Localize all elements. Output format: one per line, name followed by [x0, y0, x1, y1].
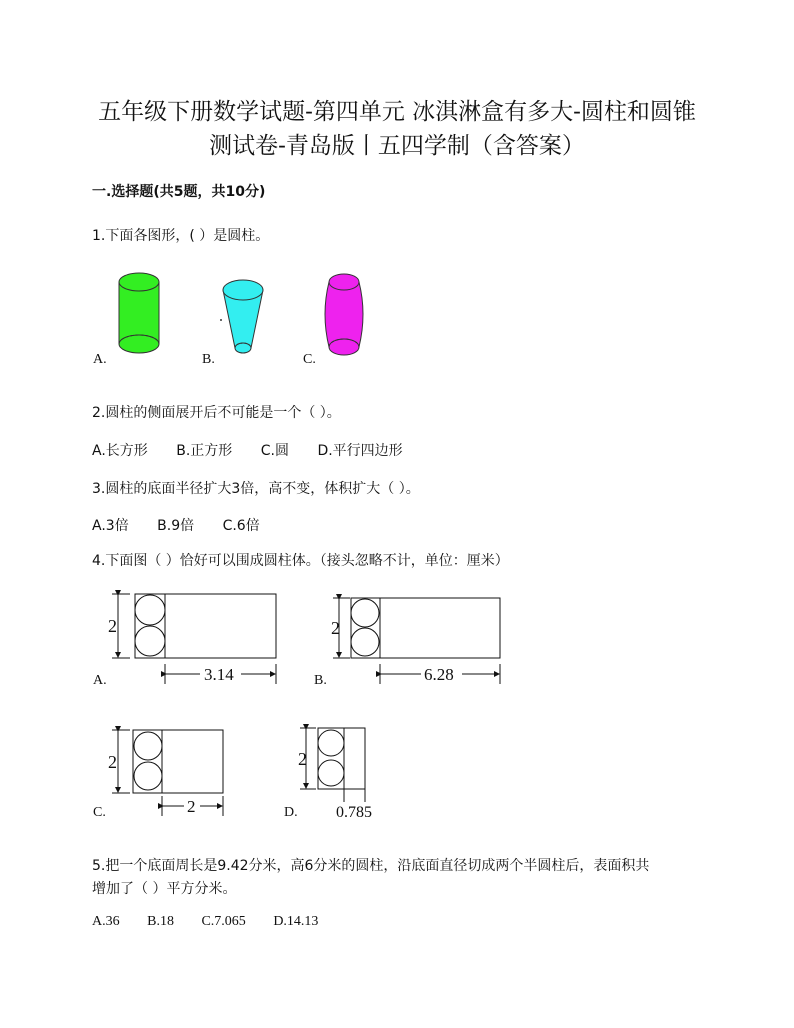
fig-a-width-label: 3.14: [204, 665, 234, 684]
q5-option-b: B.18: [147, 914, 174, 929]
q5-option-d: D.14.13: [273, 914, 319, 929]
q3-option-c: C.6倍: [222, 518, 260, 534]
net-figure-d: [298, 722, 388, 822]
page-title-line2: 测试卷-青岛版丨五四学制（含答案）: [209, 133, 585, 159]
fig-d-width-label: 0.785: [336, 804, 372, 821]
question-3-options: [92, 515, 284, 535]
q3-option-b: B.9倍: [157, 518, 195, 534]
fig-b-height-label: 2: [331, 618, 340, 638]
question-2-text: 2.圆柱的侧面展开后不可能是一个（ ）。: [92, 405, 341, 421]
question-5-options: [92, 914, 342, 930]
q3-option-a: A.3倍: [92, 518, 129, 534]
fig-a-height-label: 2: [108, 616, 117, 636]
q4-option-b-label: B.: [314, 673, 327, 688]
q4-option-d-label: D.: [284, 805, 298, 820]
q4-option-a-label: A.: [93, 673, 107, 688]
q4-option-c-label: C.: [93, 805, 106, 820]
question-5-text-line2: 增加了（ ）平方分米。: [92, 881, 237, 897]
frustum-b-figure: [218, 278, 268, 360]
cylinder-a-figure: [115, 272, 165, 357]
net-figure-a: [108, 590, 283, 690]
q5-option-c: C.7.065: [201, 914, 246, 929]
q1-option-b-label: B.: [202, 352, 215, 367]
question-1-text: 1.下面各图形，( ）是圆柱。: [92, 228, 270, 244]
question-5-text-line1: 5.把一个底面周长是9.42分米，高6分米的圆柱，沿底面直径切成两个半圆柱后，表面积共: [92, 858, 650, 874]
fig-c-height-label: 2: [108, 752, 117, 772]
q1-option-c-label: C.: [303, 352, 316, 367]
net-figure-c: [108, 726, 233, 824]
q5-option-a: A.36: [92, 914, 120, 929]
page-title-line1: 五年级下册数学试题-第四单元 冰淇淋盒有多大-圆柱和圆锥: [98, 99, 696, 125]
q2-option-a: A.长方形: [92, 443, 148, 459]
barrel-c-figure: [323, 272, 365, 360]
q1-option-a-label: A.: [93, 352, 107, 367]
fig-d-height-label: 2: [298, 749, 307, 769]
fig-b-width-label: 6.28: [424, 665, 454, 684]
q2-option-c: C.圆: [260, 443, 289, 459]
q2-option-d: D.平行四边形: [317, 443, 403, 459]
question-3-text: 3.圆柱的底面半径扩大3倍，高不变，体积扩大（ ）。: [92, 481, 420, 497]
section-heading: 一.选择题(共5题，共10分): [92, 184, 266, 200]
net-figure-b: [330, 594, 510, 688]
fig-c-width-label: 2: [187, 797, 196, 816]
question-4-text: 4.下面图（ ）恰好可以围成圆柱体。（接头忽略不计，单位：厘米）: [92, 553, 509, 569]
q2-option-b: B.正方形: [176, 443, 233, 459]
question-2-options: [92, 440, 427, 460]
